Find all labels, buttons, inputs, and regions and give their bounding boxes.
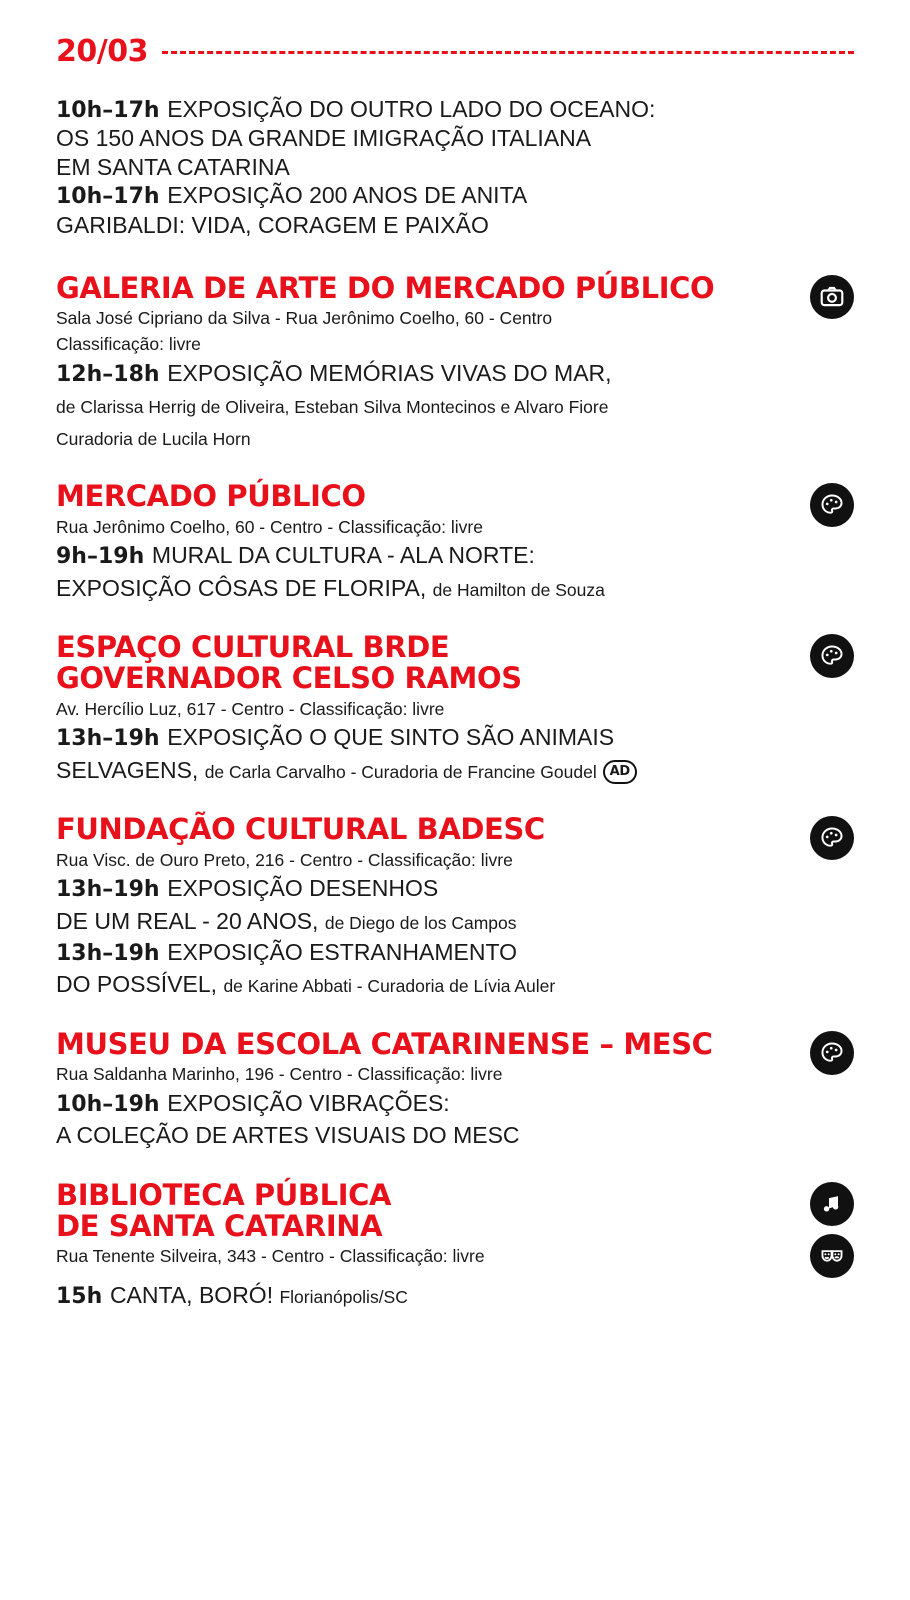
venue-info	[56, 273, 714, 356]
listing-entry	[56, 423, 854, 452]
listing-entry	[56, 541, 854, 570]
camera-icon	[810, 275, 854, 319]
listing-entry	[56, 1089, 854, 1118]
palette-icon	[810, 483, 854, 527]
entry-credit: Florianópolis/SC	[279, 1286, 408, 1307]
venue-address: Rua Visc. de Ouro Preto, 216 - Centro - Classificação: livre	[56, 849, 513, 870]
entry-credit: Curadoria de Lucila Horn	[56, 428, 251, 449]
entry-time: 10h–17h	[56, 184, 168, 210]
listing-entry	[56, 1281, 854, 1310]
venue-address: Rua Saldanha Marinho, 196 - Centro - Classificação: livre	[56, 1064, 503, 1085]
entry-title: A COLEÇÃO DE ARTES VISUAIS DO MESC	[56, 1122, 520, 1149]
palette-icon	[810, 816, 854, 860]
entry-list	[56, 723, 854, 784]
entry-list	[56, 1089, 854, 1150]
venue-header	[56, 1026, 854, 1086]
venue-title: MERCADO PÚBLICO	[56, 479, 366, 514]
venue-header	[56, 632, 854, 720]
entry-credit: de Karine Abbati - Curadoria de Lívia Auler	[223, 976, 556, 997]
entry-time: 9h–19h	[56, 544, 152, 570]
date-divider	[162, 51, 854, 54]
venue-address: Av. Hercílio Luz, 617 - Centro - Classificação: livre	[56, 698, 445, 719]
entry-title: EXPOSIÇÃO MEMÓRIAS VIVAS DO MAR,	[167, 359, 612, 386]
entry-time: 10h–19h	[56, 1091, 168, 1117]
listing-entry	[56, 938, 854, 967]
venue-block	[56, 632, 854, 784]
listing-entry	[56, 124, 854, 153]
venue-address: Classificação: livre	[56, 334, 201, 355]
entry-title: EM SANTA CATARINA	[56, 153, 290, 180]
venue-address: Rua Jerônimo Coelho, 60 - Centro - Classificação: livre	[56, 516, 483, 537]
category-icons	[810, 814, 854, 860]
venue-title: ESPAÇO CULTURAL BRDE GOVERNADOR CELSO RAMOS	[56, 630, 522, 696]
venue-info	[56, 1026, 713, 1086]
entry-list	[56, 359, 854, 451]
listing-entry	[56, 211, 854, 240]
entry-title: DE UM REAL - 20 ANOS,	[56, 907, 325, 934]
venue-info	[56, 814, 545, 871]
entry-title: EXPOSIÇÃO DO OUTRO LADO DO OCEANO:	[167, 96, 656, 122]
entry-title: GARIBALDI: VIDA, CORAGEM E PAIXÃO	[56, 211, 489, 238]
listing-entry	[56, 95, 854, 124]
entry-time: 13h–19h	[56, 726, 168, 752]
entry-title: OS 150 ANOS DA GRANDE IMIGRAÇÃO ITALIANA	[56, 125, 592, 152]
entry-title: EXPOSIÇÃO ESTRANHAMENTO	[167, 939, 517, 966]
category-icons	[810, 481, 854, 527]
entry-time: 13h–19h	[56, 877, 168, 903]
venue-block	[56, 481, 854, 602]
category-icons	[810, 1180, 854, 1278]
venue-block	[56, 1026, 854, 1150]
listing-entry	[56, 359, 854, 388]
venue-header	[56, 481, 854, 538]
audio-description-badge: AD	[603, 760, 637, 784]
entry-credit: de Clarissa Herrig de Oliveira, Esteban Silva Montecinos e Alvaro Fiore	[56, 397, 609, 418]
category-icons	[810, 1029, 854, 1075]
entry-time: 10h–17h	[56, 98, 168, 123]
entry-credit: de Carla Carvalho - Curadoria de Francine Goudel	[204, 761, 597, 782]
entry-list	[56, 874, 854, 999]
entry-title: MURAL DA CULTURA - ALA NORTE:	[151, 542, 535, 569]
intro-block	[56, 95, 854, 239]
venue-block	[56, 814, 854, 999]
entry-title: EXPOSIÇÃO O QUE SINTO SÃO ANIMAIS	[167, 724, 615, 751]
venue-info	[56, 1177, 485, 1268]
venue-title: FUNDAÇÃO CULTURAL BADESC	[56, 812, 545, 847]
venue-block	[56, 1177, 854, 1310]
palette-icon	[810, 1031, 854, 1075]
entry-time: 13h–19h	[56, 941, 168, 967]
venue-address: Rua Tenente Silveira, 343 - Centro - Classificação: livre	[56, 1246, 485, 1267]
date-header	[56, 34, 854, 69]
entry-title: CANTA, BORÓ!	[109, 1281, 280, 1308]
entry-time: 12h–18h	[56, 361, 168, 387]
listing-entry	[56, 907, 854, 936]
venue-header	[56, 814, 854, 871]
venue-title: MUSEU DA ESCOLA CATARINENSE – MESC	[56, 1026, 713, 1061]
venue-info	[56, 632, 522, 720]
entry-title: EXPOSIÇÃO VIBRAÇÕES:	[167, 1089, 450, 1116]
entry-title: EXPOSIÇÃO 200 ANOS DE ANITA	[167, 182, 528, 209]
venue-title: BIBLIOTECA PÚBLICA DE SANTA CATARINA	[56, 1177, 392, 1243]
listing-entry	[56, 391, 854, 420]
entry-list	[56, 541, 854, 602]
venue-header	[56, 273, 854, 356]
music-icon	[810, 1182, 854, 1226]
category-icons	[810, 273, 854, 319]
intro-entry-list	[56, 95, 854, 239]
date-label: 20/03	[56, 34, 148, 69]
listing-entry	[56, 723, 854, 752]
listing-entry	[56, 970, 854, 999]
theater-masks-icon	[810, 1234, 854, 1278]
entry-title: EXPOSIÇÃO DESENHOS	[167, 875, 439, 902]
venue-block	[56, 273, 854, 451]
venue-title: GALERIA DE ARTE DO MERCADO PÚBLICO	[56, 271, 715, 306]
entry-credit: de Hamilton de Souza	[432, 579, 605, 600]
category-icons	[810, 632, 854, 678]
listing-entry	[56, 574, 854, 603]
entry-title: EXPOSIÇÃO CÔSAS DE FLORIPA,	[56, 574, 433, 601]
listing-entry	[56, 756, 854, 785]
palette-icon	[810, 634, 854, 678]
listing-entry	[56, 874, 854, 903]
venue-header	[56, 1177, 854, 1278]
entry-list	[56, 1281, 854, 1310]
listing-entry	[56, 181, 854, 210]
entry-title: DO POSSÍVEL,	[56, 971, 224, 998]
entry-title: SELVAGENS,	[56, 756, 205, 783]
entry-time: 15h	[56, 1283, 110, 1309]
venue-info	[56, 481, 483, 538]
venue-block-list	[56, 273, 854, 1310]
listing-entry	[56, 1121, 854, 1150]
venue-address: Sala José Cipriano da Silva - Rua Jerônimo Coelho, 60 - Centro	[56, 308, 553, 329]
entry-credit: de Diego de los Campos	[324, 912, 517, 933]
listing-entry	[56, 153, 854, 182]
